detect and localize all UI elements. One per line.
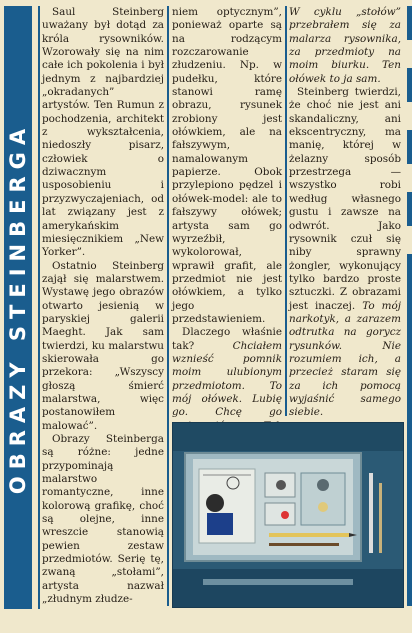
column-rule (285, 6, 287, 416)
article-paragraph (289, 6, 401, 86)
painting-illustration (173, 423, 403, 607)
article-paragraph: Saul Steinberg uważany był dotąd za króla rysowników. Wzorowały się na nim całe ich pokolenia i był jednym z najbardziej „okradanych” artystów. Ten Rumun z pochodzenia, architekt z wykształcenia, niedoszły pisarz, człowiek o dziwacznym usposobieniu i przyzwyczajeniach, od lat związany jest z amerykańskim miesięcznikiem „New Yorker”. (42, 6, 164, 259)
quote-text: To mój narkotyk, a zarazem odtrutka na gorycz rysunków. Nie rozumiem ich, a przecież staram się za ich pomocą wyjaśnić samego siebie. (289, 299, 402, 419)
article-paragraph: Ostatnio Steinberg zajął się malarstwem. Wystawę jego obrazów otwarto jesienią w paryskiej galerii Maeght. Jak sam twierdzi, ku malarstwu skierowała go przekora: „Wszyscy głoszą śmierć malarstwa, więc postanowiłem malować”. (42, 259, 164, 432)
page-edge-strip (407, 6, 412, 606)
quote-text: W cyklu „stołów” przebrałem się za malarza rysownika, za przedmioty na moim biurku. Ten ołówek to ja sam. (289, 6, 401, 85)
column-rule (167, 6, 169, 606)
article-text: Steinberg twierdzi, że choć nie jest ani skandaliczny, ani ekscentryczny, ma manię, której w żelazny sposób przestrzega — wszystko robi według własnego gustu i zawsze na odwrót. Jako rysownik czuł się niby sprawny żongler, wykonujący tylko bardzo proste sztuczki. Z obrazami jest inaczej. (289, 86, 401, 312)
article-paragraph: Obrazy Steinberga są różne: jedne przypominają malarstwo romantyczne, inne kolorową grafikę, choć są olejne, inne wreszcie stanowią pewien zestaw przedmiotów. Serię tę, zwaną „stołami”, artysta nazwał „złudnym złudze- (42, 433, 164, 606)
article-paragraph (289, 86, 401, 420)
article-column-3 (289, 6, 401, 420)
section-sidebar (4, 6, 32, 609)
section-title: OBRAZY STEINBERGA (6, 121, 30, 494)
column-rule (38, 6, 40, 609)
article-column-2 (172, 6, 282, 473)
quote-text: Chciałem wznieść pomnik moim ulubionym przedmiotom. To mój ołówek. Lubię go. Chcę go (172, 339, 282, 419)
article-text: Dlaczego właśnie tak? (172, 326, 282, 352)
article-column-1 (42, 6, 164, 606)
painting-photo (172, 422, 404, 608)
article-paragraph: niem optycznym”, ponieważ oparte są na rodzącym rozczarowanie złudzeniu. Np. w pudełku, które stanowi ramę obrazu, rysunek zrobiony jest ołówkiem, ale na fałszywym, namalowanym papierze. Obok przylepiono pędzel i ołówek-model: ale to fałszywy ołówek; artysta sam go wyrzeźbił, wykolorował, wprawił grafit, ale przedmiot nie jest ołówkiem, a tylko jego przedstawieniem. (172, 6, 282, 325)
